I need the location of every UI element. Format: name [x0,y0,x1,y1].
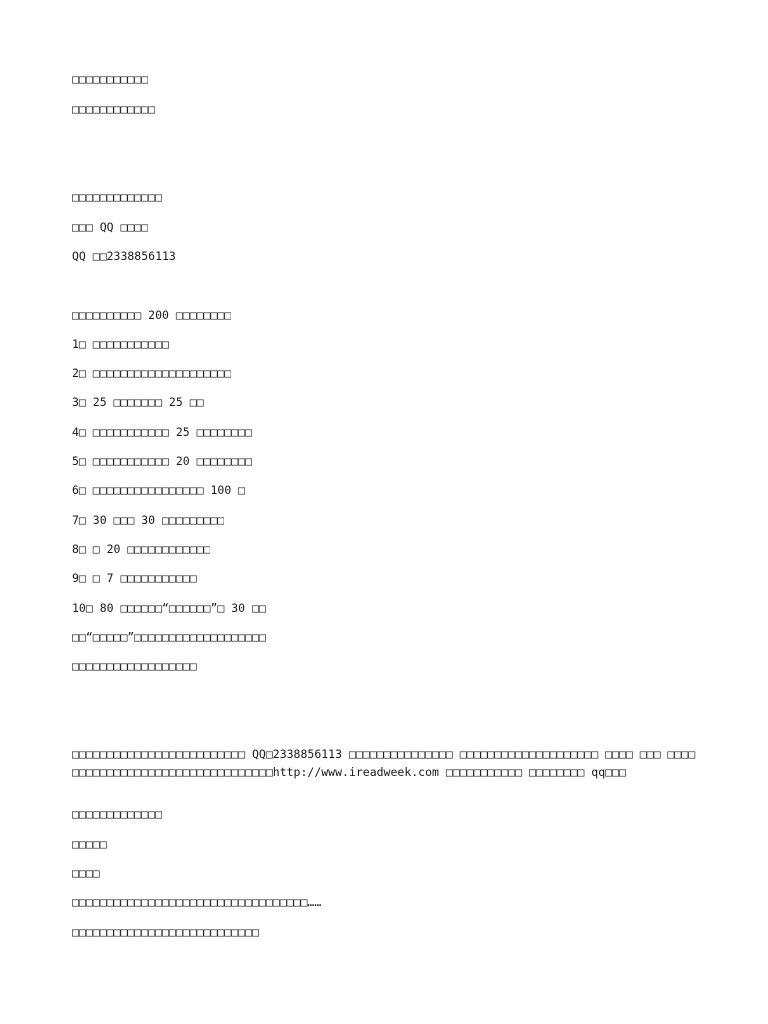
contact-qq-label: □□□ QQ □□□□ [72,220,149,234]
rule-item-6: 6□ □□□□□□□□□□□□□□□□ 100 □ [72,483,246,497]
footer-line-4: □□□□□□□□□□□□□□□□□□□□□□□□□□□□□□□□□□…… [72,895,322,909]
rule-item-7: 7□ 30 □□□ 30 □□□□□□□□□ [72,513,225,527]
rule-item-1: 1□ □□□□□□□□□□□ [72,337,169,351]
footer-line-1: □□□□□□□□□□□□□ [72,807,163,821]
contact-heading: □□□□□□□□□□□□□ [72,190,163,204]
footer-line-5: □□□□□□□□□□□□□□□□□□□□□□□□□□□ [72,925,259,939]
header-line-1: □□□□□□□□□□□ [72,72,149,86]
header-line-2: □□□□□□□□□□□□ [72,102,156,116]
rule-item-9: 9□ □ 7 □□□□□□□□□□□ [72,571,197,585]
rule-item-2: 2□ □□□□□□□□□□□□□□□□□□□□ [72,366,232,380]
note-line-1: □□“□□□□□”□□□□□□□□□□□□□□□□□□□ [72,630,266,644]
rule-item-5: 5□ □□□□□□□□□□□ 20 □□□□□□□□ [72,454,253,468]
footer-line-3: □□□□ [72,866,100,880]
rule-item-10: 10□ 80 □□□□□□“□□□□□□”□ 30 □□ [72,601,266,615]
contact-qq-number: QQ □□2338856113 [72,249,176,263]
note-line-2: □□□□□□□□□□□□□□□□□□ [72,659,197,673]
body-paragraph: □□□□□□□□□□□□□□□□□□□□□□□□□ QQ□2338856113 □□□□□□□□□□□□□□□ □□□□□□□□□□□□□□□□□□□□ □□□□ □□□ □□□□□□□□□□□□□□□□□□□□□□□□□□□□□□□□□http://www.ireadweek.com □□□□□□□□□□□ □□□□□□□□ qq□□□ [72,747,696,779]
rule-item-3: 3□ 25 □□□□□□□ 25 □□ [72,395,204,409]
rule-item-4: 4□ □□□□□□□□□□□ 25 □□□□□□□□ [72,425,253,439]
rule-item-8: 8□ □ 20 □□□□□□□□□□□□ [72,542,211,556]
footer-line-2: □□□□□ [72,837,107,851]
rules-intro: □□□□□□□□□□ 200 □□□□□□□□ [72,308,232,322]
